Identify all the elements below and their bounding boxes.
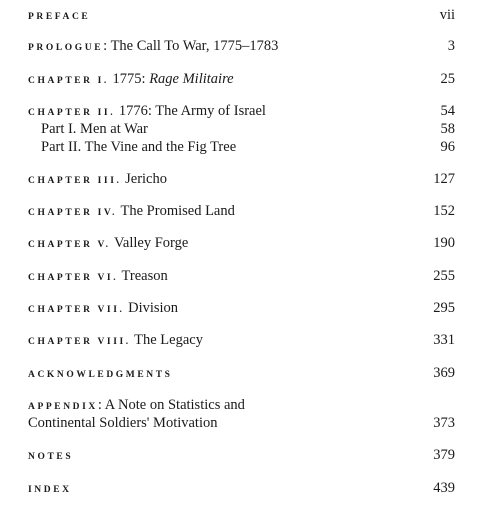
toc-entry-appendix [28, 396, 455, 416]
toc-entry-prologue [28, 37, 455, 57]
page-number: 127 [433, 171, 455, 187]
toc-entry-chapter-8 [28, 331, 455, 351]
page-number: 295 [433, 300, 455, 316]
page-number: 25 [440, 71, 455, 87]
page-number: 152 [433, 203, 455, 219]
page-number: 331 [433, 332, 455, 348]
page-number: 96 [440, 139, 455, 155]
toc-subentry-part-1 [28, 120, 455, 138]
page-number: vii [439, 7, 455, 23]
entry-title: The Legacy [130, 332, 203, 348]
toc-entry-appendix-line-2 [28, 414, 455, 432]
toc-entry-chapter-6 [28, 267, 455, 287]
page-number: 379 [433, 447, 455, 463]
page-number: 255 [433, 268, 455, 284]
toc-subentry-part-2 [28, 138, 455, 156]
entry-label: CHAPTER VII. [28, 305, 125, 315]
page-number: 373 [433, 415, 455, 431]
entry-title: Continental Soldiers' Motivation [28, 415, 218, 431]
page-number: 369 [433, 365, 455, 381]
page-number: 190 [433, 235, 455, 251]
entry-title: 1775: [108, 71, 150, 87]
page-number: 58 [440, 121, 455, 137]
entry-label: CHAPTER VI. [28, 273, 119, 283]
entry-label: CHAPTER IV. [28, 208, 118, 218]
entry-label: CHAPTER VIII. [28, 337, 131, 347]
entry-title: Jericho [121, 171, 167, 187]
entry-title: Part II. The Vine and the Fig Tree [41, 139, 237, 155]
toc-entry-chapter-1 [28, 70, 455, 90]
entry-title: Treason [118, 268, 168, 284]
entry-label: CHAPTER V. [28, 240, 111, 250]
entry-label: CHAPTER I. [28, 76, 109, 86]
toc-entry-acknowledgments [28, 364, 455, 384]
toc-entry-preface [28, 6, 455, 26]
entry-label: ACKNOWLEDGMENTS [28, 370, 173, 380]
toc-entry-chapter-3 [28, 170, 455, 190]
entry-label: APPENDIX [28, 402, 98, 412]
toc-entry-notes [28, 446, 455, 466]
toc-entry-chapter-7 [28, 299, 455, 319]
page-number: 439 [433, 480, 455, 496]
entry-label: CHAPTER III. [28, 176, 122, 186]
page-number: 54 [440, 103, 455, 119]
entry-title: Valley Forge [110, 235, 189, 251]
toc-entry-chapter-2 [28, 102, 455, 122]
entry-title: Part I. Men at War [41, 121, 148, 137]
entry-label: PROLOGUE [28, 43, 104, 53]
entry-title-italic: Rage Militaire [149, 71, 234, 87]
entry-title: The Promised Land [117, 203, 235, 219]
toc-entry-index [28, 479, 455, 499]
page-number: 3 [447, 38, 455, 54]
entry-label: INDEX [28, 485, 72, 495]
entry-title: : A Note on Statistics and [97, 397, 245, 413]
toc-entry-chapter-4 [28, 202, 455, 222]
entry-title: 1776: The Army of Israel [115, 103, 266, 119]
toc-entry-chapter-5 [28, 234, 455, 254]
entry-label: PREFACE [28, 12, 91, 22]
entry-label: CHAPTER II. [28, 108, 116, 118]
entry-title: : The Call To War, 1775–1783 [103, 38, 279, 54]
entry-label: NOTES [28, 452, 74, 462]
entry-title: Division [124, 300, 179, 316]
